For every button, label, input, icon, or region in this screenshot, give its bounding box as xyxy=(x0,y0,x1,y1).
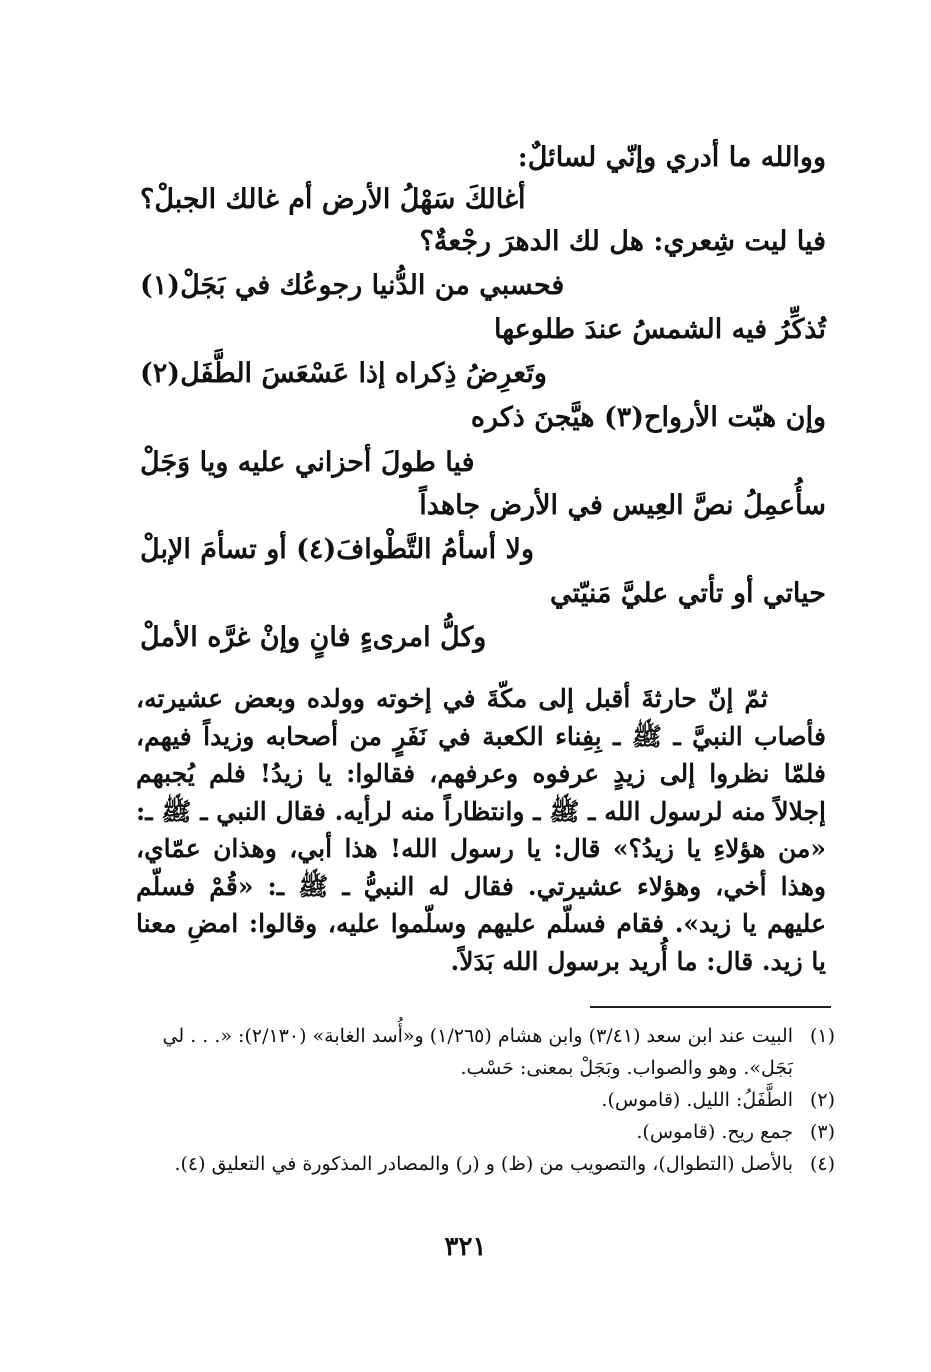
footnote-separator xyxy=(590,1006,831,1008)
footnote-2 xyxy=(135,1084,835,1116)
verse-line-10: ولا أسأمُ التَّطْوافَ(٤) أو تسأمَ الإبلْ xyxy=(140,534,534,565)
verse-line-2: أغالكَ سَهْلُ الأرض أم غالك الجبلْ؟ xyxy=(140,184,526,215)
verse-line-12: وكلُّ امرىءٍ فانٍ وإنْ غرَّه الأملْ xyxy=(140,622,487,653)
narrative-paragraph xyxy=(136,680,826,980)
footnote-4 xyxy=(135,1148,835,1180)
footnote-number: (١) xyxy=(809,1025,835,1047)
footnote-number: (٤) xyxy=(809,1153,835,1175)
verse-line-1: ووالله ما أدري وإنّي لسائلٌ: xyxy=(517,142,826,173)
verse-line-6: وتَعرِضُ ذِكراه إذا عَسْعَسَ الطَّفَل(٢) xyxy=(140,358,547,389)
footnotes xyxy=(135,1020,835,1180)
footnote-1 xyxy=(135,1020,835,1084)
footnote-text: جمع ريح. (قاموس). xyxy=(636,1121,793,1143)
verse-line-11: حياتي أو تأتي عليَّ مَنيّتي xyxy=(550,578,826,609)
footnote-number: (٣) xyxy=(809,1121,835,1143)
verse-line-3: فيا ليت شِعري: هل لك الدهرَ رجْعةٌ؟ xyxy=(419,226,826,257)
footnote-text: البيت عند ابن سعد (٣/٤١) وابن هشام (١/٢٦٥) و«أُسد الغابة» (٢/١٣٠): «. . . لي بَجَل». وهو والصواب. وبَجَلْ بمعنى: حَسْب. xyxy=(162,1025,793,1079)
verse-line-4: فحسبي من الدُّنيا رجوعُك في بَجَلْ(١) xyxy=(140,270,565,301)
paragraph-text: ثمّ إنّ حارثةَ أقبل إلى مكّةَ في إخوته وولده وبعض عشيرته، فأصاب النبيَّ ـ ﷺ ـ بِفِناء الكعبة في نَفَرٍ من أصحابه وزيداً فيهم، فلمّا نظروا إلى زيدٍ عرفوه وعرفهم، فقالوا: يا زيدُ! فلم يُجبهم إجلالاً منه لرسول الله ـ ﷺ ـ وانتظاراً منه لرأيه. فقال النبي ـ ﷺ ـ: «من هؤلاءِ يا زيدُ؟» قال: يا رسول الله! هذا أبي، وهذان عمّاي، وهذا أخي، وهؤلاء عشيرتي. فقال له النبيُّ ـ ﷺ ـ: «قُمْ فسلّم عليهم يا زيد». فقام فسلّم عليهم وسلّموا عليه، وقالوا: امضِ معنا يا زيد. قال: ما أُريد برسول الله بَدَلاً. xyxy=(136,684,826,976)
verse-line-9: سأُعمِلُ نصَّ العِيس في الأرض جاهداً xyxy=(419,490,826,521)
footnote-number: (٢) xyxy=(809,1089,835,1111)
footnote-3 xyxy=(135,1116,835,1148)
verse-line-8: فيا طولَ أحزاني عليه ويا وَجَلْ xyxy=(140,447,475,478)
page-number: ٣٢١ xyxy=(444,1232,487,1262)
verse-line-5: تُذكِّرُ فيه الشمسُ عندَ طلوعها xyxy=(493,314,826,345)
footnote-text: بالأصل (التطوال)، والتصويب من (ظ) و (ر) والمصادر المذكورة في التعليق (٤). xyxy=(174,1153,793,1175)
verse-line-7: وإن هبّت الأرواح(٣) هيَّجنَ ذكره xyxy=(470,402,826,433)
footnote-text: الطَّفَلُ: الليل. (قاموس). xyxy=(601,1089,793,1111)
